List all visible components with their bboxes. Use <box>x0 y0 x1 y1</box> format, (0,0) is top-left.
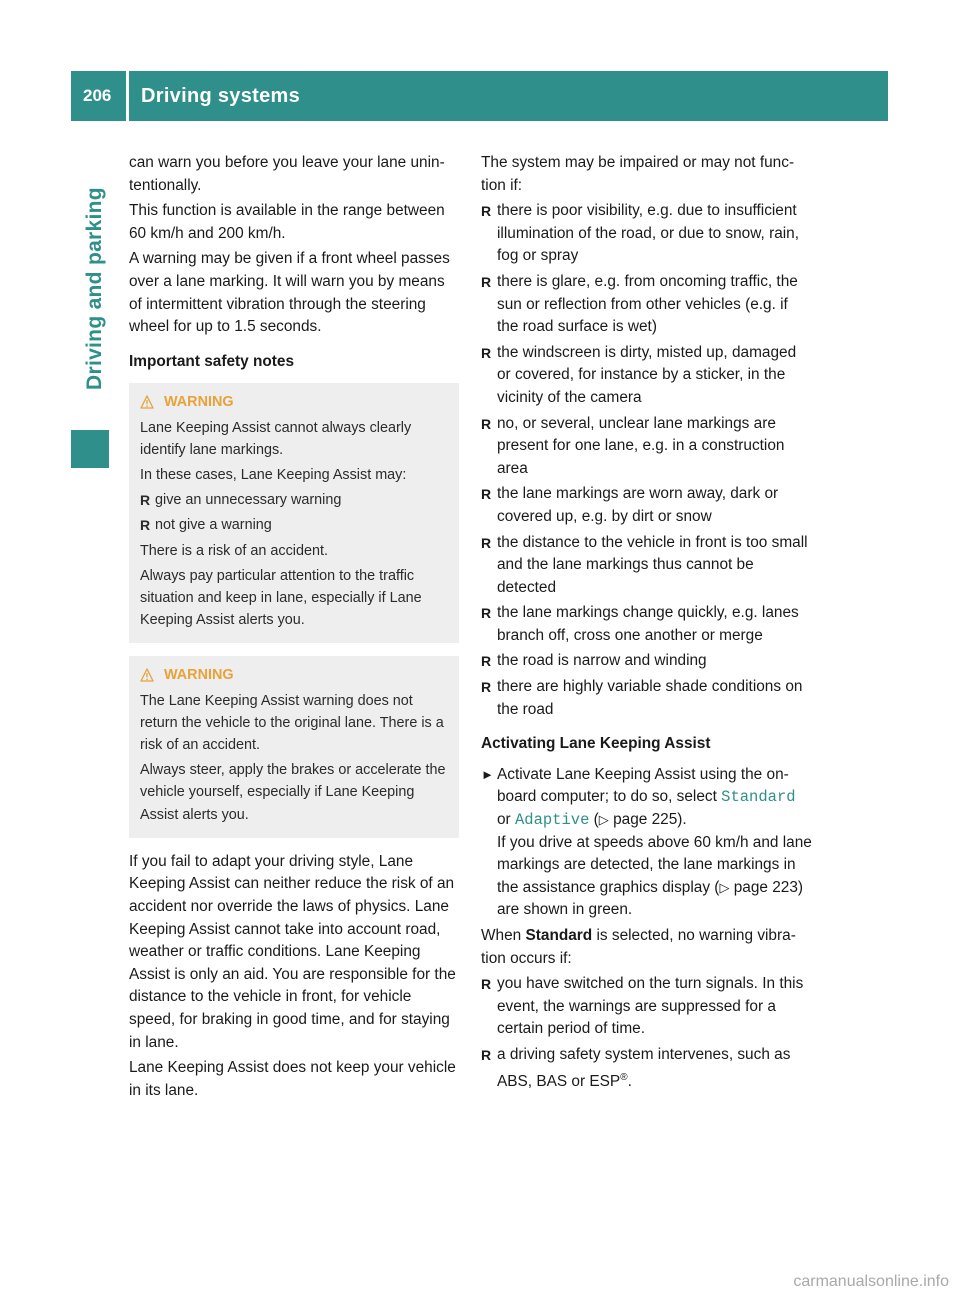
warning-text: Always steer, apply the brakes or accelerate the vehicle yourself, especially if Lane Keeping Assist alerts you. <box>140 762 446 823</box>
list-item: R a driving safety system intervenes, such as ABS, BAS or ESP®. <box>481 1045 791 1090</box>
section-heading: Activating Lane Keeping Assist <box>481 735 711 753</box>
warning-bullets <box>140 489 449 536</box>
warning-text: The Lane Keeping Assist warning does not return the vehicle to the original lane. There is a risk of an accident. <box>140 692 444 753</box>
side-tab-label: Driving and parking <box>83 187 106 390</box>
list-item: R give an unnecessary warning <box>140 489 449 511</box>
page-number: 206 <box>83 86 112 105</box>
warning-title: WARNING <box>140 664 449 686</box>
bullet-icon: R <box>481 976 492 993</box>
page-reference-icon: ▷ <box>598 812 609 828</box>
impairment-list <box>481 200 812 721</box>
paragraph: A warning may be given if a front wheel passes over a lane marking. It will warn you by means of intermittent vibration through the steering wheel for up to 1.5 seconds. <box>129 250 450 336</box>
paragraph: This function is available in the range between 60 km/h and 200 km/h. <box>129 202 445 242</box>
list-item: R the road is narrow and winding <box>481 650 812 673</box>
bullet-icon: R <box>481 273 492 290</box>
list-item: R not give a warning <box>140 514 449 536</box>
bullet-icon: R <box>481 203 492 220</box>
warning-title: WARNING <box>140 391 449 413</box>
warning-triangle-icon <box>140 395 154 409</box>
right-column <box>481 152 812 1096</box>
registered-mark: ® <box>620 1071 628 1083</box>
list-item: R there is poor visibility, e.g. due to insufficient illumination of the road, or due to snow, rain, fog or spray <box>481 202 800 265</box>
warning-text: There is a risk of an accident. <box>140 542 328 559</box>
warning-box <box>129 656 459 837</box>
list-item: R no, or several, unclear lane markings are present for one lane, e.g. in a construction area <box>481 414 785 477</box>
watermark: carmanualsonline.info <box>793 1273 949 1290</box>
no-warning-list <box>481 973 812 1093</box>
bullet-icon: R <box>481 415 492 432</box>
list-item: R there is glare, e.g. from oncoming traffic, the sun or reflection from other vehicles (e.g. if the road surface is wet) <box>481 272 798 336</box>
warning-text: Always pay particular attention to the traffic situation and keep in lane, especially if Lane Keeping Assist alerts you. <box>140 567 422 629</box>
instruction-steps <box>481 764 812 922</box>
display-option-adaptive: Adaptive <box>514 811 590 830</box>
bullet-icon: R <box>140 517 151 534</box>
paragraph: can warn you before you leave your lane unintentionally. <box>129 154 445 194</box>
bullet-icon: R <box>481 534 492 551</box>
paragraph: The system may be impaired or may not function if: <box>481 154 795 194</box>
list-item: R there are highly variable shade conditions on the road <box>481 678 803 718</box>
header-divider <box>126 71 129 121</box>
warning-box <box>129 383 459 643</box>
left-column <box>129 152 459 1105</box>
page-reference: page 223) are shown in green. <box>497 878 804 919</box>
list-item: R the windscreen is dirty, misted up, damaged or covered, for instance by a sticker, in the vicinity of the camera <box>481 343 797 406</box>
list-item: R the lane markings change quickly, e.g. lanes branch off, cross one another or merge <box>481 604 799 644</box>
step-arrow-icon: ► <box>481 766 494 782</box>
instruction-step: ► Activate Lane Keeping Assist using the onboard computer; to do so, select Standard or Adaptive (▷ page 225). If you drive at speeds above 60 km/h and lane markings are detected, the lane markings in the assistance graphics display (▷ page 223) are shown in green. <box>481 765 812 919</box>
paragraph: If you fail to adapt your driving style, Lane Keeping Assist can neither reduce the risk of an accident nor override the laws of physics. Lane Keeping Assist cannot take into account road, weather or traffic conditions. Lane Keeping Assist is only an aid. You are responsible for the distance to the vehicle in front, for vehicle speed, for braking in good time, and for staying in lane. <box>129 852 456 1051</box>
section-title: Driving systems <box>141 85 301 107</box>
display-option-standard: Standard <box>721 788 796 807</box>
bullet-icon: R <box>140 492 151 509</box>
bullet-icon: R <box>481 605 492 622</box>
section-heading: Important safety notes <box>129 352 295 370</box>
bullet-icon: R <box>481 486 492 503</box>
warning-text: Lane Keeping Assist cannot always clearly identify lane markings. <box>140 419 412 458</box>
paragraph: Lane Keeping Assist does not keep your vehicle in its lane. <box>129 1059 456 1099</box>
bullet-icon: R <box>481 653 492 670</box>
list-item: R the lane markings are worn away, dark or covered up, e.g. by dirt or snow <box>481 485 779 525</box>
list-item: R you have switched on the turn signals. In this event, the warnings are suppressed for a certain period of time. <box>481 975 804 1038</box>
page-reference-icon: ▷ <box>719 879 730 895</box>
side-tab-marker <box>71 430 109 468</box>
bullet-icon: R <box>481 344 492 361</box>
warning-text: In these cases, Lane Keeping Assist may: <box>140 466 407 483</box>
bullet-icon: R <box>481 1046 492 1063</box>
page-reference: page 225). <box>613 811 687 829</box>
warning-triangle-icon <box>140 668 154 682</box>
list-item: R the distance to the vehicle in front is too small and the lane markings thus cannot be detected <box>481 533 808 596</box>
bullet-icon: R <box>481 679 492 696</box>
paragraph: When Standard is selected, no warning vibration occurs if: <box>481 927 796 967</box>
